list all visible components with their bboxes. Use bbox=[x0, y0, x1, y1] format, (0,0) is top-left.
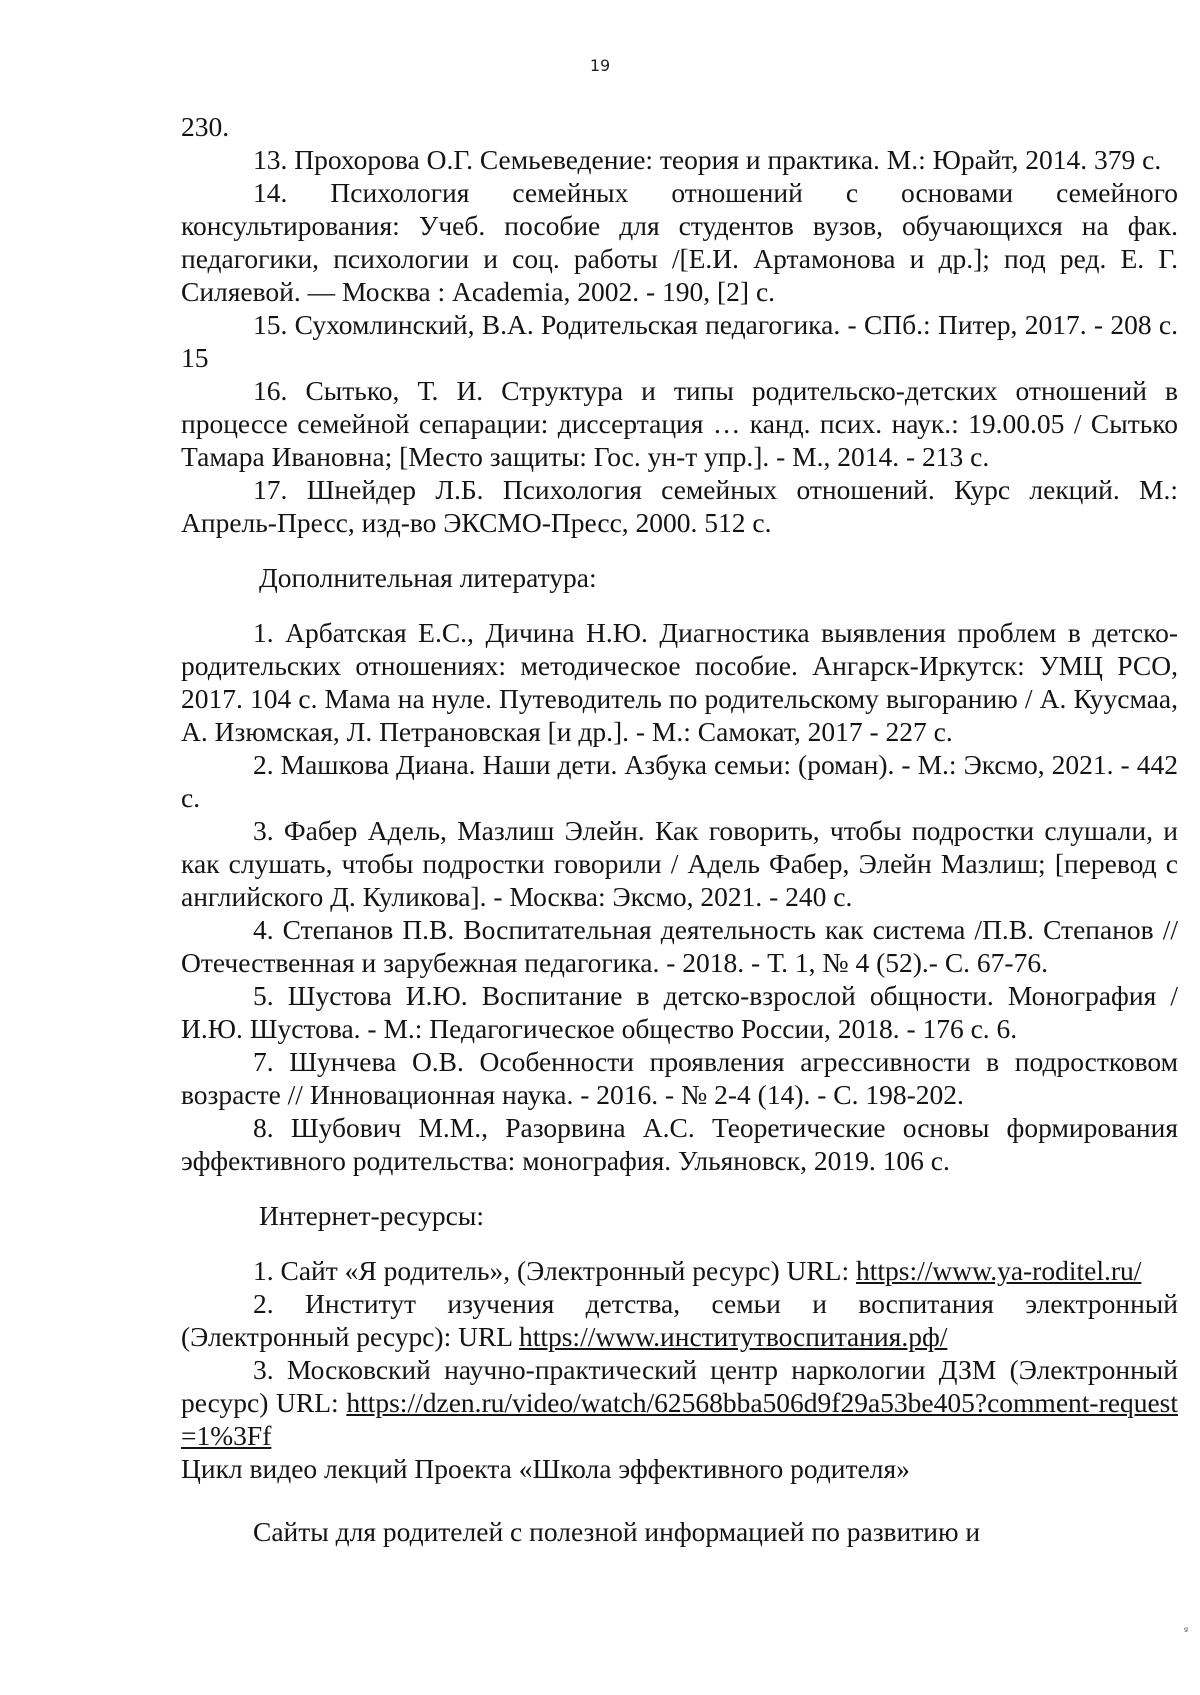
reference-14: 14. Психология семейных отношений с основами семейного консультирования: Учеб. пособие для студентов вузов, обучающихся на фак. педагогики, психологии и соц. работы /[Е.И. Артамонова и др.]; под ред. Е. Г. Силяевой. — Москва : Academia, 2002. - 190, [2] с. bbox=[181, 177, 1178, 307]
carryover-text: 230. bbox=[181, 111, 230, 142]
additional-reference-4: 4. Степанов П.В. Воспитательная деятельность как система /П.В. Степанов // Отечественная и зарубежная педагогика. - 2018. - Т. 1, № 4 (52).- С. 67-76. bbox=[181, 914, 1178, 978]
video-lecture-caption: Цикл видео лекций Проекта «Школа эффективного родителя» bbox=[181, 1453, 910, 1484]
institute-link[interactable]: https://www.институтвоспитания.рф/ bbox=[518, 1321, 948, 1352]
internet-resource-1 bbox=[181, 1254, 1178, 1287]
page-number: 19 bbox=[589, 56, 611, 75]
internet-resources-heading: Интернет-ресурсы: bbox=[259, 1200, 484, 1231]
additional-reference-5: 5. Шустова И.Ю. Воспитание в детско-взрослой общности. Монография / И.Ю. Шустова. - М.: Педагогическое общество России, 2018. - 176 с. 6. bbox=[181, 980, 1178, 1044]
additional-reference-1: 1. Арбатская Е.С., Дичина Н.Ю. Диагностика выявления проблем в детско-родительских отношениях: методическое пособие. Ангарск-Иркутск: УМЦ РСО, 2017. 104 с. Мама на нуле. Путеводитель по родительскому выгоранию / А. Куусмаа, А. Изюмская, Л. Петрановская [и др.]. - М.: Самокат, 2017 - 227 с. bbox=[181, 617, 1178, 747]
internet-resource-1-text: 1. Сайт «Я родитель», (Электронный ресурс) URL: bbox=[253, 1255, 856, 1286]
dzen-video-link[interactable]: https://dzen.ru/video/watch/62568bba506d9f29a53be405?comment-request=1%3Ff bbox=[181, 1387, 1178, 1451]
additional-literature-heading: Дополнительная литература: bbox=[259, 562, 597, 593]
internet-resource-2-text: 2. Институт изучения детства, семьи и воспитания электронный (Электронный ресурс): URL bbox=[181, 1288, 1178, 1352]
internet-resource-2 bbox=[181, 1287, 1178, 1353]
internet-resource-3 bbox=[181, 1353, 1178, 1452]
internet-resource-3-text: 3. Московский научно-практический центр наркологии ДЗМ (Электронный ресурс) URL: bbox=[181, 1354, 1178, 1418]
additional-reference-2: 2. Машкова Диана. Наши дети. Азбука семьи: (роман). - М.: Эксмо, 2021. - 442 с. bbox=[181, 749, 1178, 813]
additional-reference-8: 8. Шубович М.М., Разорвина А.С. Теоретические основы формирования эффективного родительства: монография. Ульяновск, 2019. 106 с. bbox=[181, 1112, 1178, 1176]
additional-reference-3: 3. Фабер Адель, Мазлиш Элейн. Как говорить, чтобы подростки слушали, и как слушать, чтобы подростки говорили / Адель Фабер, Элейн Мазлиш; [перевод с английского Д. Куликова]. - Москва: Эксмо, 2021. - 240 с. bbox=[181, 815, 1178, 912]
reference-13: 13. Прохорова О.Г. Семьеведение: теория и практика. М.: Юрайт, 2014. 379 с. bbox=[253, 144, 1162, 175]
reference-17: 17. Шнейдер Л.Б. Психология семейных отношений. Курс лекций. М.: Апрель-Пресс, изд-во ЭКСМО-Пресс, 2000. 512 с. bbox=[181, 474, 1178, 538]
document-body bbox=[181, 110, 1178, 1548]
additional-reference-7: 7. Шунчева О.В. Особенности проявления агрессивности в подростковом возрасте // Инновационная наука. - 2016. - № 2-4 (14). - С. 198-202. bbox=[181, 1046, 1178, 1110]
reference-16: 16. Сытько, Т. И. Структура и типы родительско-детских отношений в процессе семейной сепарации: диссертация … канд. псих. наук.: 19.00.05 / Сытько Тамара Ивановна; [Место защиты: Гос. ун-т упр.]. - М., 2014. - 213 с. bbox=[181, 375, 1178, 472]
ya-roditel-link[interactable]: https://www.ya-roditel.ru/ bbox=[856, 1255, 1142, 1286]
reference-15: 15. Сухомлинский, В.А. Родительская педагогика. - СПб.: Питер, 2017. - 208 с. 15 bbox=[181, 309, 1178, 373]
scan-speck: ᵍ bbox=[1183, 1626, 1188, 1637]
closing-paragraph: Сайты для родителей с полезной информацией по развитию и bbox=[253, 1516, 981, 1547]
